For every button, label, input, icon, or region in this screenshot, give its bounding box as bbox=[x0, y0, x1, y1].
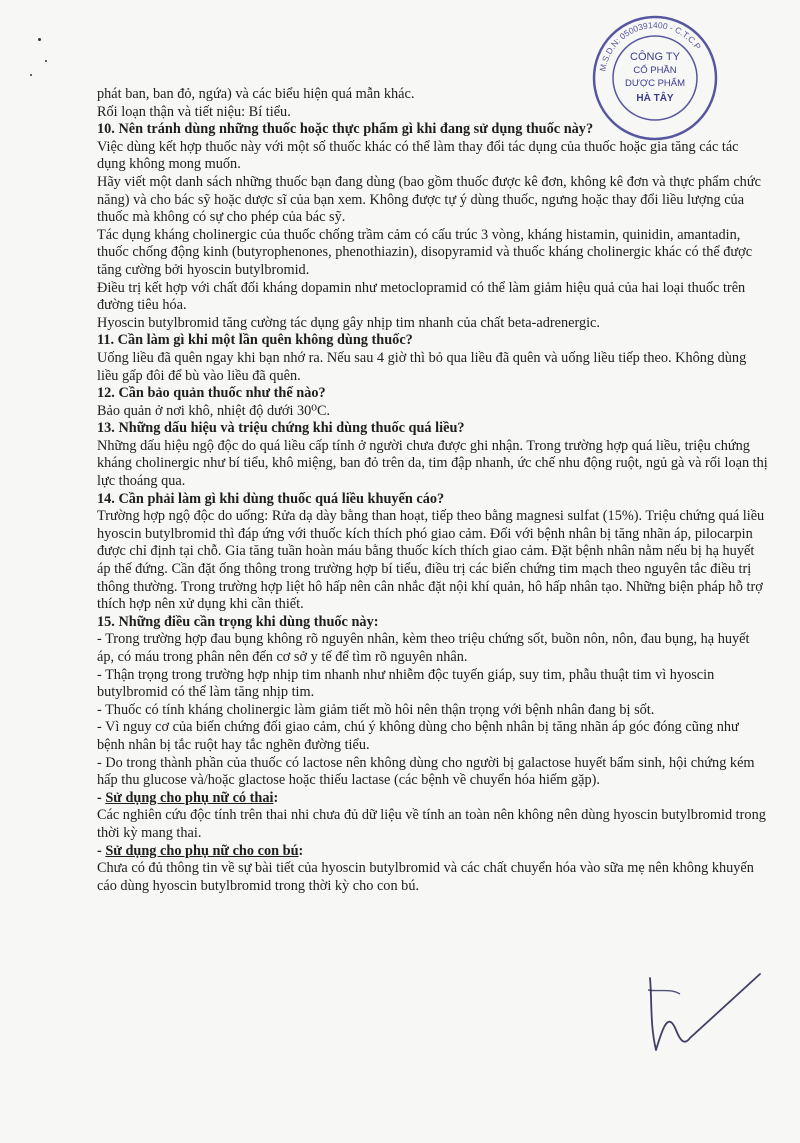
section-heading: 15. Những điều cần trọng khi dùng thuốc này: bbox=[97, 613, 379, 630]
lactation-heading: - Sử dụng cho phụ nữ cho con bú: bbox=[97, 842, 304, 859]
section-paragraph: - Trong trường hợp đau bụng không rõ nguyên nhân, kèm theo triệu chứng sốt, buồn nôn, nôn, đau bụng, hạ huyết áp, có máu trong phân nên đến cơ sở y tế để tìm rõ nguyên nhân. bbox=[97, 631, 750, 665]
section-heading: 10. Nên tránh dùng những thuốc hoặc thực phẩm gì khi đang sử dụng thuốc này? bbox=[97, 121, 594, 138]
section-paragraph: - Thận trọng trong trường hợp nhịp tim nhanh như nhiễm độc tuyến giáp, suy tim, phẫu thuật tim vì hyoscin butylbromid có thể làm tăng nhịp tim. bbox=[97, 666, 715, 701]
section-paragraph: - Do trong thành phần của thuốc có lactose nên không dùng cho người bị galactose huyết bẩm sinh, hội chứng kém hấp thu glucose và/hoặc glactose hoặc thiếu lactase (các bệnh về chuyển hóa hiếm gặp). bbox=[97, 754, 755, 789]
section-paragraph: Bảo quản ở nơi khô, nhiệt độ dưới 30⁰C. bbox=[97, 402, 331, 419]
section-paragraph: Hyoscin butylbromid tăng cường tác dụng gây nhịp tim nhanh của chất beta-adrenergic. bbox=[97, 314, 600, 331]
document-body bbox=[97, 86, 769, 895]
lactation-label: Sử dụng cho phụ nữ cho con bú bbox=[105, 842, 299, 859]
stamp-line1: CÔNG TY bbox=[630, 51, 680, 63]
scan-speck bbox=[38, 38, 41, 41]
handwritten-signature bbox=[640, 970, 770, 1060]
section-heading: 11. Cần làm gì khi một lần quên không dùng thuốc? bbox=[97, 332, 413, 349]
section-paragraph: Hãy viết một danh sách những thuốc bạn đang dùng (bao gồm thuốc được kê đơn, không kê đơn và thực phẩm chức năng) và cho bác sỹ hoặc dược sĩ của bạn xem. Không được tự ý dùng thuốc, ngưng hoặc thay đổi liều lượng của thuốc mà không có sự cho phép của bác sỹ. bbox=[97, 173, 761, 226]
lactation-text: Chưa có đủ thông tin về sự bài tiết của hyoscin butylbromid và các chất chuyển hóa vào sữa mẹ nên không khuyến cáo dùng hyoscin butylbromid trong thời kỳ cho con bú. bbox=[97, 860, 754, 894]
scan-speck bbox=[30, 74, 32, 76]
section-paragraph: Điều trị kết hợp với chất đối kháng dopamin như metoclopramid có thể làm giảm hiệu quả của hai loại thuốc trên đường tiêu hóa. bbox=[97, 279, 746, 314]
section-paragraph: Tác dụng kháng cholinergic của thuốc chống trầm cảm có cấu trúc 3 vòng, kháng histamin, quinidin, amantadin, thuốc chống động kinh (butyrophenones, phenothiazin), disopyramid và thuốc kháng cholinergic khác có thể được tăng cường bởi hyoscin butylbromid. bbox=[97, 226, 753, 278]
stamp-line4: HÀ TÂY bbox=[636, 93, 674, 104]
stamp-line2: CỔ PHẦN bbox=[633, 65, 677, 76]
intro-line: Rối loạn thận và tiết niệu: Bí tiểu. bbox=[97, 103, 291, 120]
section-paragraph: - Vì nguy cơ của biến chứng đối giao cảm, chú ý không dùng cho bệnh nhân bị tăng nhãn áp góc đóng cũng như bệnh nhân bị tắc ruột hay tắc nghẽn đường tiểu. bbox=[97, 719, 739, 753]
section-paragraph: - Thuốc có tính kháng cholinergic làm giảm tiết mồ hôi nên thận trọng với bệnh nhân đang bị sốt. bbox=[97, 701, 655, 718]
section-paragraph: Uống liều đã quên ngay khi bạn nhớ ra. Nếu sau 4 giờ thì bỏ qua liều đã quên và uống liều tiếp theo. Không dùng liều gấp đôi để bù vào liều đã quên. bbox=[97, 349, 747, 384]
section-heading: 13. Những dấu hiệu và triệu chứng khi dùng thuốc quá liều? bbox=[97, 420, 465, 437]
pregnancy-text: Các nghiên cứu độc tính trên thai nhi chưa đủ dữ liệu về tính an toàn nên không nên dùng hyoscin butylbromid trong thời kỳ mang thai. bbox=[97, 807, 766, 841]
pregnancy-heading: - Sử dụng cho phụ nữ có thai: bbox=[97, 789, 279, 806]
stamp-ring-text: M.S.D.N: 0500391400 - C.T.C.P bbox=[597, 19, 704, 73]
intro-line: phát ban, ban đỏ, ngứa) và các biểu hiện quá mẫn khác. bbox=[97, 86, 415, 102]
pregnancy-label: Sử dụng cho phụ nữ có thai bbox=[105, 789, 274, 806]
section-heading: 14. Cần phải làm gì khi dùng thuốc quá liều khuyến cáo? bbox=[97, 490, 445, 507]
section-paragraph: Việc dùng kết hợp thuốc này với một số thuốc khác có thể làm thay đổi tác dụng của thuốc hoặc gia tăng các tác dụng không mong muốn. bbox=[97, 138, 739, 173]
scan-speck bbox=[45, 60, 47, 62]
stamp-line3: DƯỢC PHẨM bbox=[624, 78, 686, 89]
section-heading: 12. Cần bảo quản thuốc như thế nào? bbox=[97, 385, 326, 402]
section-paragraph: Trường hợp ngộ độc do uống: Rửa dạ dày bằng than hoạt, tiếp theo bằng magnesi sulfat (15%). Triệu chứng quá liều hyoscin butylbromid thì đáp ứng với thuốc kích thích phó giao cảm. Đối với bệnh nhân bị tăng nhãn áp, pilocarpin được chỉ định tại chỗ. Gia tăng tuần hoàn máu bằng thuốc kích thích giao cảm. Đặt bệnh nhân nằm nếu bị hạ huyết áp thế đứng. Cần đặt ống thông trong trường hợp bí tiểu, điều trị các biến chứng tim mạch theo nguyên tắc điều trị thông thường. Trong trường hợp liệt hô hấp nên cân nhắc đặt nội khí quản, hô hấp nhân tạo. Những biện pháp hỗ trợ thích hợp nên xử dụng khi cần thiết. bbox=[97, 508, 765, 613]
section-paragraph: Những dấu hiệu ngộ độc do quá liều cấp tính ở người chưa được ghi nhận. Trong trường hợp quá liều, triệu chứng kháng cholinergic như bí tiểu, khô miệng, ban đỏ trên da, tim đập nhanh, ức chế nhu động ruột, ngủ gà và rối loạn thị lực thoáng qua. bbox=[97, 437, 768, 490]
